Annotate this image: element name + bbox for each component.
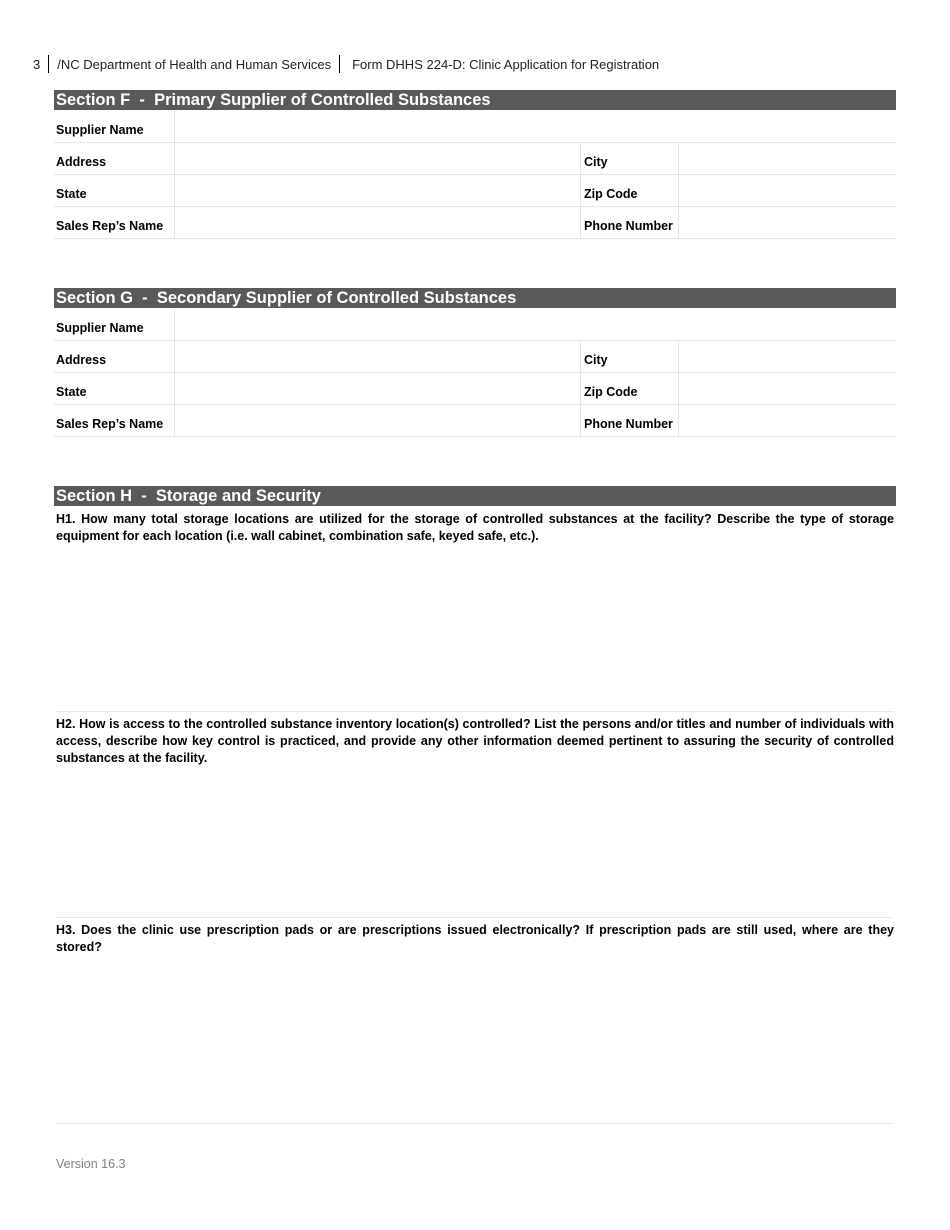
address-field[interactable] (175, 143, 579, 174)
answer-divider (56, 711, 894, 712)
sales-rep-name-field[interactable] (175, 405, 579, 436)
column-divider (580, 143, 581, 174)
state-row (54, 175, 896, 207)
state-row (54, 373, 896, 405)
page-number: 3 (33, 56, 41, 72)
supplier-name-field[interactable] (175, 111, 896, 142)
city-label: City (584, 155, 608, 169)
address-field[interactable] (175, 341, 579, 372)
sales-rep-name-label: Sales Rep’s Name (56, 219, 164, 233)
answer-divider (56, 917, 894, 918)
phone-number-field[interactable] (679, 207, 896, 238)
zip-code-label: Zip Code (584, 187, 638, 201)
column-divider (580, 207, 581, 238)
city-field[interactable] (679, 341, 896, 372)
supplier-name-field[interactable] (175, 309, 896, 340)
column-divider (580, 373, 581, 404)
phone-number-label: Phone Number (584, 417, 673, 431)
supplier-name-row (54, 309, 896, 341)
state-label: State (56, 385, 87, 399)
answer-h2-field[interactable] (56, 770, 894, 916)
state-label: State (56, 187, 87, 201)
column-divider (580, 341, 581, 372)
section-g-title: Section G - Secondary Supplier of Controlled Substances (54, 288, 896, 308)
sales-rep-row (54, 207, 896, 239)
column-divider (580, 175, 581, 206)
page-header (33, 55, 659, 73)
address-row (54, 143, 896, 175)
address-label: Address (56, 353, 107, 367)
zip-code-label: Zip Code (584, 385, 638, 399)
column-divider (580, 405, 581, 436)
zip-code-field[interactable] (679, 373, 896, 404)
sales-rep-name-field[interactable] (175, 207, 579, 238)
section-h-title: Section H - Storage and Security (54, 486, 896, 506)
city-field[interactable] (679, 143, 896, 174)
section-f-title: Section F - Primary Supplier of Controlled Substances (54, 90, 896, 110)
address-label: Address (56, 155, 107, 169)
answer-h3-field[interactable] (56, 942, 894, 1122)
version-label: Version 16.3 (56, 1157, 126, 1171)
phone-number-field[interactable] (679, 405, 896, 436)
question-h3: H3. Does the clinic use prescription pads or are prescriptions issued electronically? If prescription pads are still used, where are they stored? (56, 923, 894, 954)
address-row (54, 341, 896, 373)
answer-h1-field[interactable] (56, 547, 894, 710)
section-f-table (54, 111, 896, 239)
answer-divider (56, 1123, 894, 1124)
department-name: /NC Department of Health and Human Services (57, 56, 332, 72)
zip-code-field[interactable] (679, 175, 896, 206)
supplier-name-label: Supplier Name (56, 123, 144, 137)
question-h1: H1. How many total storage locations are utilized for the storage of controlled substances at the facility? Describe the type of storage equipment for each location (i.e. wall cabinet, combination safe, keyed safe, etc.). (56, 512, 894, 543)
supplier-name-label: Supplier Name (56, 321, 144, 335)
supplier-name-row (54, 111, 896, 143)
phone-number-label: Phone Number (584, 219, 673, 233)
state-field[interactable] (175, 175, 579, 206)
form-title: Form DHHS 224-D: Clinic Application for Registration (352, 56, 660, 72)
state-field[interactable] (175, 373, 579, 404)
sales-rep-row (54, 405, 896, 437)
question-h2: H2. How is access to the controlled substance inventory location(s) controlled? List the persons and/or titles and number of individuals with access, describe how key control is practiced, and provide any other information deemed pertinent to assuring the security of controlled substances at the facility. (56, 717, 894, 765)
sales-rep-name-label: Sales Rep’s Name (56, 417, 164, 431)
section-g-table (54, 309, 896, 437)
city-label: City (584, 353, 608, 367)
